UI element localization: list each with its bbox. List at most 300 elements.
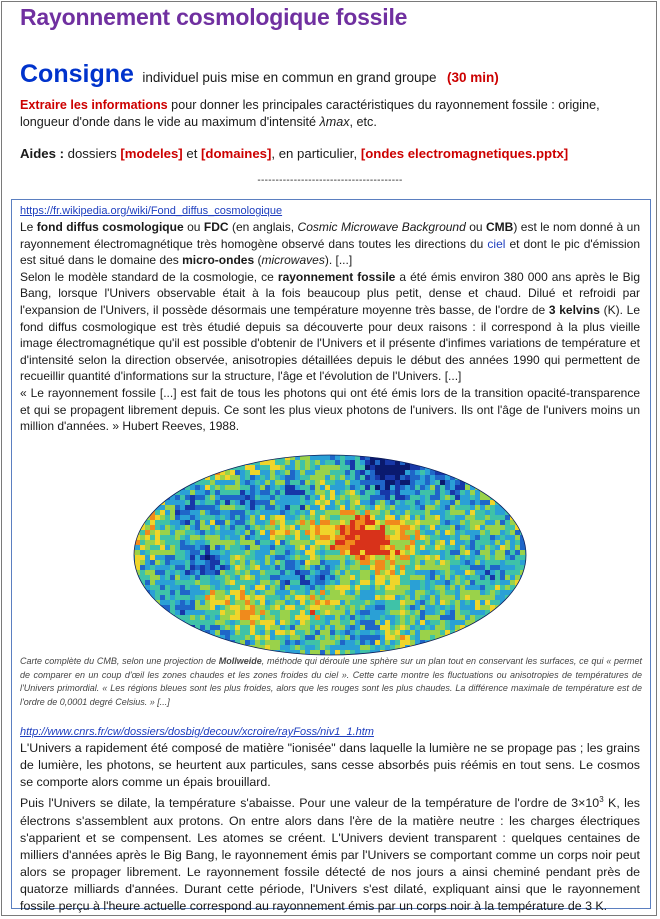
cmb-cell bbox=[480, 630, 485, 635]
cmb-cell bbox=[410, 585, 415, 590]
cmb-cell bbox=[510, 625, 515, 630]
cmb-cell bbox=[310, 450, 315, 455]
cmb-cell bbox=[140, 605, 145, 610]
cmb-cell bbox=[455, 590, 460, 595]
cmb-cell bbox=[265, 485, 270, 490]
cmb-cell bbox=[255, 575, 260, 580]
cmb-cell bbox=[370, 480, 375, 485]
cmb-cell bbox=[310, 465, 315, 470]
cmb-cell bbox=[450, 625, 455, 630]
cmb-cell bbox=[140, 610, 145, 615]
cmb-cell bbox=[330, 585, 335, 590]
cmb-cell bbox=[215, 645, 220, 650]
cmb-cell bbox=[310, 485, 315, 490]
cmb-cell bbox=[210, 515, 215, 520]
cmb-cell bbox=[360, 605, 365, 610]
cmb-cell bbox=[295, 560, 300, 565]
cmb-cell bbox=[470, 465, 475, 470]
cmb-cell bbox=[465, 615, 470, 620]
cmb-cell bbox=[520, 520, 525, 525]
cmb-cell bbox=[355, 590, 360, 595]
cmb-cell bbox=[485, 450, 490, 455]
cmb-cell bbox=[290, 565, 295, 570]
cmb-cell bbox=[320, 460, 325, 465]
cmb-cell bbox=[490, 490, 495, 495]
cmb-cell bbox=[135, 460, 140, 465]
cmb-cell bbox=[385, 550, 390, 555]
cmb-cell bbox=[490, 590, 495, 595]
cmb-cell bbox=[220, 630, 225, 635]
cmb-cell bbox=[275, 485, 280, 490]
cmb-cell bbox=[195, 525, 200, 530]
cmb-cell bbox=[170, 485, 175, 490]
cmb-cell bbox=[175, 505, 180, 510]
cmb-cell bbox=[460, 575, 465, 580]
cmb-cell bbox=[510, 525, 515, 530]
cmb-cell bbox=[315, 585, 320, 590]
cmb-cell bbox=[145, 470, 150, 475]
cmb-cell bbox=[525, 600, 530, 605]
cmb-cell bbox=[280, 495, 285, 500]
cmb-cell bbox=[410, 520, 415, 525]
cmb-cell bbox=[175, 590, 180, 595]
cmb-cell bbox=[455, 615, 460, 620]
cmb-cell bbox=[165, 490, 170, 495]
cmb-cell bbox=[305, 645, 310, 650]
cmb-cell bbox=[175, 640, 180, 645]
cmb-cell bbox=[180, 555, 185, 560]
cmb-cell bbox=[245, 590, 250, 595]
cmb-cell bbox=[365, 505, 370, 510]
cmb-cell bbox=[425, 620, 430, 625]
cmb-cell bbox=[250, 600, 255, 605]
cmb-cell bbox=[355, 625, 360, 630]
cmb-cell bbox=[130, 525, 135, 530]
cmb-cell bbox=[510, 595, 515, 600]
cmb-cell bbox=[205, 515, 210, 520]
cmb-cell bbox=[335, 470, 340, 475]
cmb-cell bbox=[470, 455, 475, 460]
cmb-cell bbox=[175, 630, 180, 635]
cmb-cell bbox=[150, 470, 155, 475]
cmb-cell bbox=[390, 580, 395, 585]
cmb-cell bbox=[155, 450, 160, 455]
cmb-cell bbox=[170, 500, 175, 505]
cmb-cell bbox=[190, 500, 195, 505]
cmb-cell bbox=[505, 480, 510, 485]
cmb-cell bbox=[360, 520, 365, 525]
cmb-cell bbox=[150, 550, 155, 555]
cmb-cell bbox=[430, 485, 435, 490]
cmb-cell bbox=[295, 515, 300, 520]
cmb-cell bbox=[380, 500, 385, 505]
cmb-cell bbox=[500, 640, 505, 645]
cmb-cell bbox=[290, 600, 295, 605]
cmb-cell bbox=[310, 460, 315, 465]
cmb-cell bbox=[280, 510, 285, 515]
cmb-cell bbox=[400, 635, 405, 640]
cmb-cell bbox=[180, 645, 185, 650]
cmb-cell bbox=[335, 595, 340, 600]
cmb-cell bbox=[220, 495, 225, 500]
cmb-cell bbox=[195, 610, 200, 615]
cmb-cell bbox=[155, 515, 160, 520]
cmb-cell bbox=[255, 510, 260, 515]
cmb-cell bbox=[155, 640, 160, 645]
cmb-cell bbox=[320, 570, 325, 575]
cmb-cell bbox=[175, 580, 180, 585]
cmb-cell bbox=[485, 555, 490, 560]
cmb-cell bbox=[350, 600, 355, 605]
cmb-cell bbox=[145, 575, 150, 580]
cmb-cell bbox=[300, 595, 305, 600]
cmb-cell bbox=[180, 510, 185, 515]
ciel-link[interactable]: ciel bbox=[487, 236, 506, 251]
cmb-cell bbox=[220, 500, 225, 505]
cmb-cell bbox=[350, 585, 355, 590]
cmb-cell bbox=[270, 520, 275, 525]
cmb-cell bbox=[270, 470, 275, 475]
cmb-cell bbox=[310, 600, 315, 605]
cmb-cell bbox=[330, 630, 335, 635]
cmb-cell bbox=[410, 580, 415, 585]
cmb-cell bbox=[285, 480, 290, 485]
cmb-cell bbox=[285, 510, 290, 515]
cmb-cell bbox=[185, 575, 190, 580]
cmb-cell bbox=[360, 510, 365, 515]
cmb-cell bbox=[400, 610, 405, 615]
cmb-cell bbox=[420, 550, 425, 555]
cmb-cell bbox=[470, 630, 475, 635]
cmb-cell bbox=[455, 515, 460, 520]
cmb-cell bbox=[330, 525, 335, 530]
cmb-cell bbox=[285, 535, 290, 540]
cmb-cell bbox=[130, 540, 135, 545]
cmb-cell bbox=[420, 460, 425, 465]
cmb-cell bbox=[460, 640, 465, 645]
cmb-cell bbox=[215, 465, 220, 470]
cmb-cell bbox=[140, 465, 145, 470]
cmb-cell bbox=[365, 595, 370, 600]
cmb-cell bbox=[400, 475, 405, 480]
ref-ondes-pptx[interactable]: [ondes electromagnetiques.pptx] bbox=[360, 146, 569, 161]
cmb-cell bbox=[500, 545, 505, 550]
cmb-cell bbox=[395, 485, 400, 490]
cmb-cell bbox=[495, 555, 500, 560]
cmb-cell bbox=[310, 560, 315, 565]
cmb-cell bbox=[140, 625, 145, 630]
cmb-cell bbox=[245, 605, 250, 610]
cmb-cell bbox=[335, 510, 340, 515]
cmb-cell bbox=[130, 640, 135, 645]
cmb-cell bbox=[175, 485, 180, 490]
cmb-cell bbox=[460, 520, 465, 525]
cmb-cell bbox=[510, 550, 515, 555]
cmb-cell bbox=[455, 530, 460, 535]
cmb-cell bbox=[155, 490, 160, 495]
cmb-cell bbox=[475, 635, 480, 640]
cmb-cell bbox=[240, 515, 245, 520]
cmb-cell bbox=[170, 640, 175, 645]
cmb-cell bbox=[200, 640, 205, 645]
cmb-cell bbox=[285, 505, 290, 510]
cmb-cell bbox=[225, 455, 230, 460]
cmb-cell bbox=[270, 595, 275, 600]
cmb-cell bbox=[410, 545, 415, 550]
cmb-cell bbox=[245, 575, 250, 580]
cmb-cell bbox=[370, 640, 375, 645]
cmb-cell bbox=[435, 560, 440, 565]
cmb-cell bbox=[165, 625, 170, 630]
cmb-cell bbox=[200, 540, 205, 545]
cmb-cell bbox=[475, 460, 480, 465]
cmb-cell bbox=[295, 480, 300, 485]
cmb-cell bbox=[365, 585, 370, 590]
cmb-cell bbox=[465, 455, 470, 460]
cmb-cell bbox=[285, 615, 290, 620]
cmb-cell bbox=[345, 535, 350, 540]
cmb-cell bbox=[330, 560, 335, 565]
cmb-cell bbox=[145, 605, 150, 610]
cmb-cell bbox=[230, 550, 235, 555]
cmb-cell bbox=[265, 630, 270, 635]
cmb-cell bbox=[320, 585, 325, 590]
cmb-cell bbox=[255, 625, 260, 630]
cnrs-link[interactable]: http://www.cnrs.fr/cw/dossiers/dosbig/decouv/xcroire/rayFoss/niv1_1.htm bbox=[20, 726, 374, 738]
cmb-cell bbox=[165, 455, 170, 460]
cmb-cell bbox=[435, 580, 440, 585]
ref-domaines[interactable]: [domaines] bbox=[201, 146, 272, 161]
cmb-cell bbox=[420, 480, 425, 485]
cmb-cell bbox=[315, 535, 320, 540]
cmb-cell bbox=[415, 520, 420, 525]
cmb-cell bbox=[425, 530, 430, 535]
cmb-cell bbox=[275, 605, 280, 610]
cmb-cell bbox=[480, 635, 485, 640]
cmb-cell bbox=[445, 525, 450, 530]
cmb-cell bbox=[440, 625, 445, 630]
cmb-cell bbox=[155, 625, 160, 630]
cmb-cell bbox=[285, 580, 290, 585]
cmb-cell bbox=[400, 495, 405, 500]
cmb-cell bbox=[200, 485, 205, 490]
cmb-cell bbox=[350, 460, 355, 465]
cmb-cell bbox=[375, 570, 380, 575]
cmb-cell bbox=[320, 630, 325, 635]
cmb-cell bbox=[360, 495, 365, 500]
cmb-cell bbox=[380, 515, 385, 520]
cmb-cell bbox=[230, 645, 235, 650]
cmb-cell bbox=[190, 530, 195, 535]
cmb-cell bbox=[320, 505, 325, 510]
cmb-cell bbox=[470, 610, 475, 615]
cmb-cell bbox=[250, 475, 255, 480]
cmb-cell bbox=[400, 560, 405, 565]
cmb-cell bbox=[155, 465, 160, 470]
cmb-cell bbox=[420, 630, 425, 635]
cmb-cell bbox=[380, 535, 385, 540]
cmb-cell bbox=[270, 460, 275, 465]
cmb-cell bbox=[370, 515, 375, 520]
cmb-cell bbox=[485, 465, 490, 470]
cmb-cell bbox=[390, 510, 395, 515]
cmb-cell bbox=[420, 505, 425, 510]
cmb-cell bbox=[185, 555, 190, 560]
cmb-cell bbox=[335, 475, 340, 480]
cmb-cell bbox=[415, 575, 420, 580]
cmb-cell bbox=[305, 640, 310, 645]
cmb-cell bbox=[245, 585, 250, 590]
cmb-cell bbox=[335, 525, 340, 530]
cmb-cell bbox=[315, 485, 320, 490]
cmb-cell bbox=[165, 600, 170, 605]
cmb-cell bbox=[260, 515, 265, 520]
cmb-cell bbox=[185, 590, 190, 595]
cmb-cell bbox=[315, 500, 320, 505]
cmb-cell bbox=[225, 520, 230, 525]
cmb-cell bbox=[325, 485, 330, 490]
cmb-cell bbox=[290, 580, 295, 585]
cmb-cell bbox=[430, 450, 435, 455]
cmb-cell bbox=[175, 480, 180, 485]
cmb-cell bbox=[345, 545, 350, 550]
cmb-cell bbox=[220, 555, 225, 560]
cmb-cell bbox=[180, 605, 185, 610]
cmb-cell bbox=[440, 485, 445, 490]
cmb-cell bbox=[275, 575, 280, 580]
cmb-cell bbox=[235, 575, 240, 580]
cmb-cell bbox=[380, 560, 385, 565]
cmb-cell bbox=[405, 630, 410, 635]
cmb-cell bbox=[285, 610, 290, 615]
cmb-cell bbox=[455, 490, 460, 495]
cmb-cell bbox=[380, 615, 385, 620]
cmb-cell bbox=[275, 570, 280, 575]
cmb-cell bbox=[205, 520, 210, 525]
cmb-cell bbox=[480, 550, 485, 555]
cmb-cell bbox=[475, 570, 480, 575]
cmb-cell bbox=[415, 500, 420, 505]
cmb-cell bbox=[260, 625, 265, 630]
cmb-cell bbox=[280, 580, 285, 585]
cmb-cell bbox=[235, 610, 240, 615]
cmb-cell bbox=[320, 615, 325, 620]
cmb-cell bbox=[130, 600, 135, 605]
cmb-cell bbox=[275, 510, 280, 515]
cmb-cell bbox=[170, 625, 175, 630]
cmb-cell bbox=[350, 520, 355, 525]
cmb-cell bbox=[240, 510, 245, 515]
cmb-cell bbox=[425, 535, 430, 540]
cmb-cell bbox=[435, 625, 440, 630]
cmb-cell bbox=[410, 535, 415, 540]
cmb-cell bbox=[140, 640, 145, 645]
cmb-cell bbox=[140, 615, 145, 620]
cmb-cell bbox=[255, 515, 260, 520]
cmb-cell bbox=[385, 570, 390, 575]
cmb-cell bbox=[285, 530, 290, 535]
cmb-cell bbox=[475, 625, 480, 630]
cmb-cell bbox=[420, 560, 425, 565]
wikipedia-link[interactable]: https://fr.wikipedia.org/wiki/Fond_diffus_cosmologique bbox=[20, 205, 283, 217]
cmb-cell bbox=[260, 475, 265, 480]
cmb-cell bbox=[240, 470, 245, 475]
cmb-cell bbox=[255, 600, 260, 605]
cmb-cell bbox=[350, 485, 355, 490]
cmb-cell bbox=[255, 585, 260, 590]
cmb-cell bbox=[510, 495, 515, 500]
cmb-cell bbox=[130, 575, 135, 580]
cmb-cell bbox=[270, 635, 275, 640]
cmb-cell bbox=[220, 485, 225, 490]
cmb-cell bbox=[390, 610, 395, 615]
cmb-cell bbox=[440, 520, 445, 525]
cmb-cell bbox=[190, 550, 195, 555]
cmb-cell bbox=[375, 580, 380, 585]
cmb-cell bbox=[240, 600, 245, 605]
cmb-cell bbox=[180, 625, 185, 630]
cmb-cell bbox=[240, 605, 245, 610]
cmb-cell bbox=[430, 490, 435, 495]
cmb-cell bbox=[225, 505, 230, 510]
cmb-cell bbox=[505, 470, 510, 475]
cmb-cell bbox=[285, 630, 290, 635]
cmb-cell bbox=[135, 630, 140, 635]
cmb-cell bbox=[345, 480, 350, 485]
cmb-cell bbox=[255, 590, 260, 595]
cmb-cell bbox=[460, 500, 465, 505]
cmb-cell bbox=[215, 515, 220, 520]
cmb-cell bbox=[375, 510, 380, 515]
cmb-cell bbox=[400, 480, 405, 485]
cmb-cell bbox=[135, 480, 140, 485]
cmb-cell bbox=[510, 575, 515, 580]
cmb-cell bbox=[130, 470, 135, 475]
cmb-cell bbox=[355, 540, 360, 545]
cmb-cell bbox=[345, 580, 350, 585]
cmb-cell bbox=[185, 465, 190, 470]
cmb-cell bbox=[300, 485, 305, 490]
cmb-cell bbox=[405, 525, 410, 530]
cmb-cell bbox=[220, 475, 225, 480]
cmb-cell bbox=[390, 605, 395, 610]
cmb-cell bbox=[480, 475, 485, 480]
cmb-cell bbox=[465, 645, 470, 650]
cmb-cell bbox=[165, 515, 170, 520]
cmb-cell bbox=[230, 615, 235, 620]
cmb-cell bbox=[350, 560, 355, 565]
cmb-cell bbox=[515, 490, 520, 495]
cmb-cell bbox=[200, 635, 205, 640]
cmb-cell bbox=[270, 565, 275, 570]
cmb-cell bbox=[235, 480, 240, 485]
cmb-cell bbox=[475, 580, 480, 585]
cmb-cell bbox=[240, 625, 245, 630]
cmb-cell bbox=[220, 540, 225, 545]
cmb-cell bbox=[520, 640, 525, 645]
cmb-cell bbox=[150, 490, 155, 495]
cmb-cell bbox=[165, 540, 170, 545]
cmb-cell bbox=[405, 635, 410, 640]
cmb-cell bbox=[525, 645, 530, 650]
cmb-cell bbox=[325, 620, 330, 625]
cmb-cell bbox=[170, 540, 175, 545]
cmb-cell bbox=[325, 590, 330, 595]
cmb-cell bbox=[430, 460, 435, 465]
cmb-cell bbox=[150, 520, 155, 525]
cmb-cell bbox=[345, 505, 350, 510]
ref-modeles[interactable]: [modeles] bbox=[120, 146, 183, 161]
